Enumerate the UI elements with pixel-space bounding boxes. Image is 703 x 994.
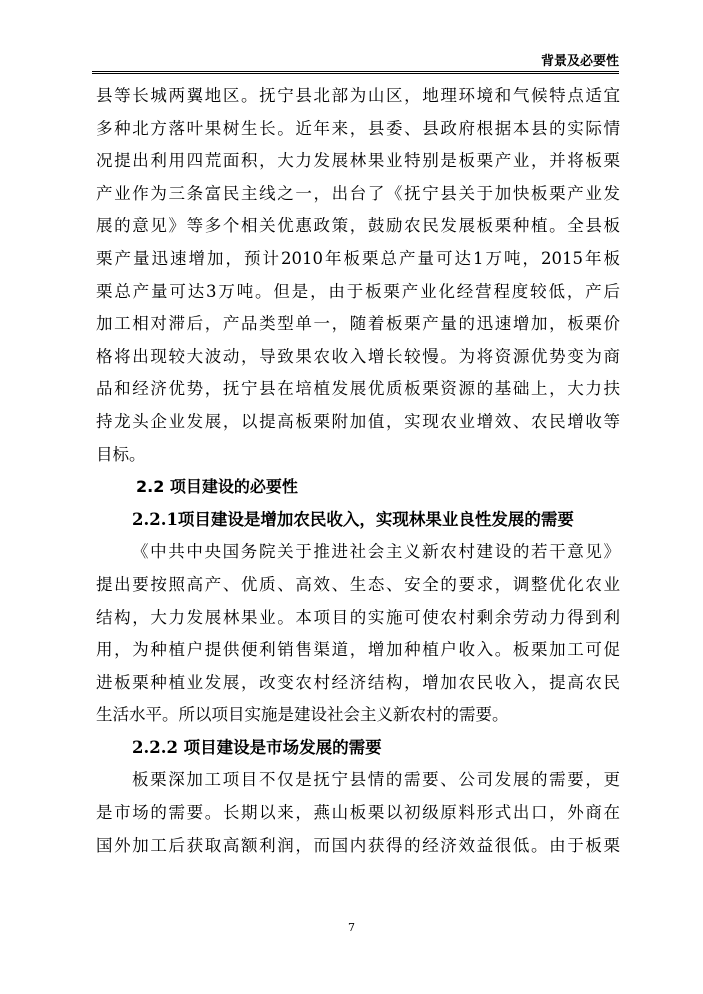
section-heading-2-2-2: 2.2.2 项目建设是市场发展的需要	[132, 737, 382, 757]
body-line: 产业作为三条富民主线之一，出台了《抚宁县关于加快板栗产业发	[96, 183, 620, 203]
body-line: 进板栗种植业发展，改变农村经济结构，增加农民收入，提高农民	[96, 672, 620, 692]
body-line: 品和经济优势，抚宁县在培植发展优质板栗资源的基础上，大力扶	[96, 379, 620, 399]
body-line: 是市场的需要。长期以来，燕山板栗以初级原料形式出口，外商在	[96, 803, 620, 823]
header-rule-secondary	[92, 73, 619, 74]
body-line: 加工相对滞后，产品类型单一，随着板栗产量的迅速增加，板栗价	[96, 314, 620, 334]
body-line: 结构，大力发展林果业。本项目的实施可使农村剩余劳动力得到利	[96, 607, 620, 627]
header-rule	[92, 71, 619, 72]
body-line: 用，为种植户提供便利销售渠道，增加种植户收入。板栗加工可促	[96, 640, 620, 660]
running-header-title: 背景及必要性	[540, 54, 619, 69]
body-line: 展的意见》等多个相关优惠政策，鼓励农民发展板栗种植。全县板	[96, 216, 620, 236]
body-line: 提出要按照高产、优质、高效、生态、安全的要求，调整优化农业	[96, 574, 620, 594]
page-body	[96, 80, 620, 862]
page-number: 7	[348, 921, 355, 934]
body-line: 县等长城两翼地区。抚宁县北部为山区，地理环境和气候特点适宜	[96, 86, 620, 105]
body-line: 板栗深加工项目不仅是抚宁县情的需要、公司发展的需要，更	[132, 770, 620, 790]
body-line: 目标。	[96, 444, 146, 464]
body-line: 格将出现较大波动，导致果农收入增长较慢。为将资源优势变为商	[96, 346, 620, 366]
section-heading-2-2: 2.2 项目建设的必要性	[136, 477, 298, 497]
body-line: 《中共中央国务院关于推进社会主义新农村建设的若干意见》	[132, 542, 620, 562]
body-line: 况提出利用四荒面积，大力发展林果业特别是板栗产业，并将板栗	[96, 151, 620, 171]
body-line: 多种北方落叶果树生长。近年来，县委、县政府根据本县的实际情	[96, 118, 620, 138]
body-line: 生活水平。所以项目实施是建设社会主义新农村的需要。	[96, 705, 509, 725]
body-line: 栗产量迅速增加，预计2010年板栗总产量可达1万吨，2015年板	[96, 248, 620, 268]
body-line: 栗总产量可达3万吨。但是，由于板栗产业化经营程度较低，产后	[96, 281, 620, 301]
section-heading-2-2-1: 2.2.1项目建设是增加农民收入，实现林果业良性发展的需要	[132, 509, 574, 529]
body-line: 国外加工后获取高额利润，而国内获得的经济效益很低。由于板栗	[96, 835, 620, 855]
body-line: 持龙头企业发展，以提高板栗附加值，实现农业增效、农民增收等	[96, 411, 620, 431]
